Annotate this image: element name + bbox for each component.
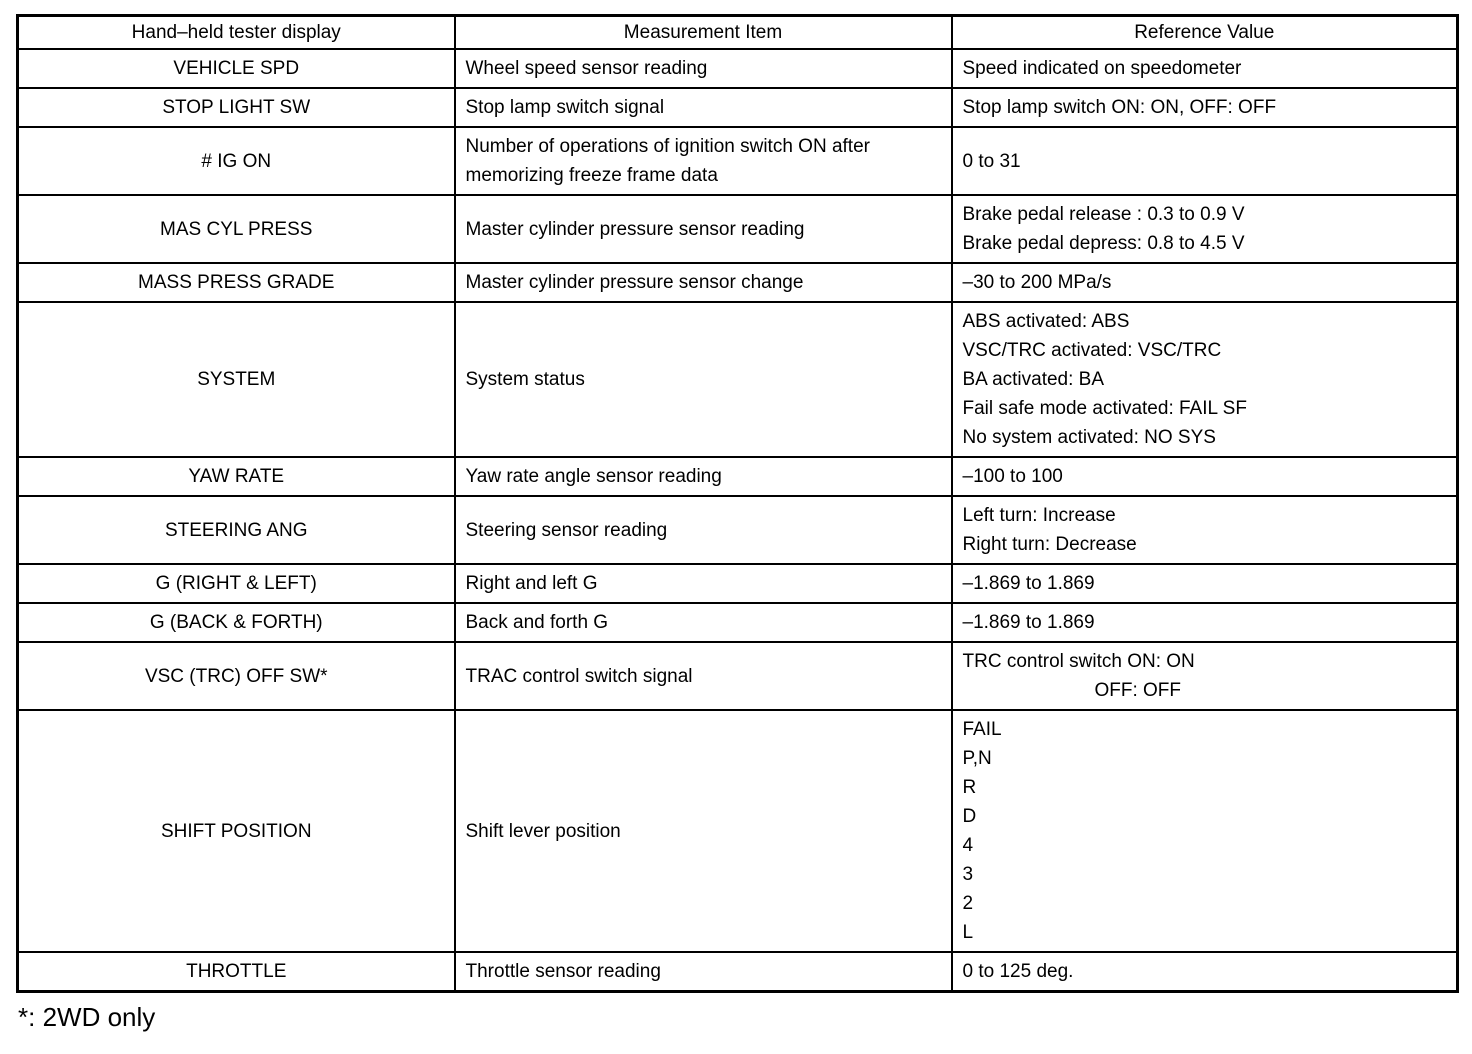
measurement-item-cell: Right and left G (455, 564, 952, 603)
footnote: *: 2WD only (18, 1002, 156, 1032)
reference-value-line: Stop lamp switch ON: ON, OFF: OFF (962, 97, 1277, 118)
reference-value-line: 3 (962, 864, 974, 885)
table-header (18, 16, 1458, 50)
tester-display-cell: MAS CYL PRESS (18, 195, 455, 263)
reference-value-line: 0 to 125 deg. (962, 961, 1074, 982)
reference-value-line: OFF: OFF (962, 680, 1182, 701)
reference-value-line: 0 to 31 (962, 150, 1021, 172)
header-measurement-item: Measurement Item (455, 16, 952, 50)
reference-value-line: ABS activated: ABS (962, 311, 1130, 332)
header-row (18, 16, 1458, 50)
tester-display-cell: MASS PRESS GRADE (18, 263, 455, 302)
table-row (18, 564, 1458, 603)
reference-value-line: D (962, 806, 977, 827)
reference-value-cell (952, 642, 1458, 710)
reference-value-cell (952, 49, 1458, 88)
tester-display-cell: THROTTLE (18, 952, 455, 992)
measurement-item-cell: TRAC control switch signal (455, 642, 952, 710)
measurement-item-cell: Master cylinder pressure sensor change (455, 263, 952, 302)
reference-value-cell (952, 457, 1458, 496)
reference-value-line: R (962, 777, 977, 798)
tester-display-cell: STOP LIGHT SW (18, 88, 455, 127)
tester-display-cell: VSC (TRC) OFF SW* (18, 642, 455, 710)
header-tester-display: Hand–held tester display (18, 16, 455, 50)
reference-value-line: –1.869 to 1.869 (962, 612, 1095, 633)
table-row (18, 302, 1458, 457)
reference-value-line: FAIL (962, 719, 1002, 740)
tester-display-cell: STEERING ANG (18, 496, 455, 564)
reference-value-cell (952, 710, 1458, 952)
reference-value-cell (952, 263, 1458, 302)
table-row (18, 49, 1458, 88)
measurement-item-cell: Wheel speed sensor reading (455, 49, 952, 88)
reference-value-line: No system activated: NO SYS (962, 427, 1216, 448)
measurement-item-cell: Master cylinder pressure sensor reading (455, 195, 952, 263)
reference-value-line: VSC/TRC activated: VSC/TRC (962, 340, 1222, 361)
table-row (18, 952, 1458, 992)
reference-value-line: –100 to 100 (962, 466, 1063, 487)
tester-display-cell: SYSTEM (18, 302, 455, 457)
table-row (18, 642, 1458, 710)
measurement-item-cell: System status (455, 302, 952, 457)
table-row (18, 710, 1458, 952)
reference-value-line: Right turn: Decrease (962, 534, 1137, 555)
tester-display-cell: G (RIGHT & LEFT) (18, 564, 455, 603)
measurement-item-cell: Yaw rate angle sensor reading (455, 457, 952, 496)
reference-value-line: Fail safe mode activated: FAIL SF (962, 398, 1247, 419)
measurement-item-cell: Steering sensor reading (455, 496, 952, 564)
table-row (18, 457, 1458, 496)
measurement-item-cell: Throttle sensor reading (455, 952, 952, 992)
reference-value-cell (952, 88, 1458, 127)
tester-reference-table (16, 14, 1459, 993)
table-row (18, 496, 1458, 564)
reference-value-line: Brake pedal release : 0.3 to 0.9 V (962, 204, 1245, 225)
table-row (18, 263, 1458, 302)
reference-value-line: BA activated: BA (962, 369, 1105, 390)
measurement-item-cell: Back and forth G (455, 603, 952, 642)
reference-value-cell (952, 195, 1458, 263)
reference-value-line: TRC control switch ON: ON (962, 651, 1195, 672)
table-body (18, 49, 1458, 992)
reference-value-cell (952, 564, 1458, 603)
tester-display-cell: VEHICLE SPD (18, 49, 455, 88)
reference-value-line: L (962, 922, 974, 943)
reference-value-line: Left turn: Increase (962, 505, 1116, 526)
table-row (18, 195, 1458, 263)
reference-value-cell (952, 302, 1458, 457)
measurement-item-cell: Stop lamp switch signal (455, 88, 952, 127)
header-reference-value: Reference Value (952, 16, 1458, 50)
reference-value-cell (952, 603, 1458, 642)
reference-value-cell (952, 952, 1458, 992)
reference-value-line: P,N (962, 748, 992, 769)
tester-display-cell: YAW RATE (18, 457, 455, 496)
reference-value-line: Brake pedal depress: 0.8 to 4.5 V (962, 233, 1245, 254)
tester-display-cell: G (BACK & FORTH) (18, 603, 455, 642)
tester-display-cell: SHIFT POSITION (18, 710, 455, 952)
reference-value-line: –1.869 to 1.869 (962, 573, 1095, 594)
measurement-item-cell: Shift lever position (455, 710, 952, 952)
reference-value-line: 4 (962, 835, 974, 856)
table-row (18, 88, 1458, 127)
reference-value-line: –30 to 200 MPa/s (962, 272, 1112, 293)
reference-value-line: Speed indicated on speedometer (962, 58, 1242, 79)
tester-display-cell: # IG ON (18, 127, 455, 195)
reference-value-line: 2 (962, 893, 974, 914)
table-row (18, 127, 1458, 195)
measurement-item-cell: Number of operations of ignition switch ON after memorizing freeze frame data (455, 127, 952, 195)
reference-value-cell (952, 127, 1458, 195)
reference-value-cell (952, 496, 1458, 564)
table-row (18, 603, 1458, 642)
